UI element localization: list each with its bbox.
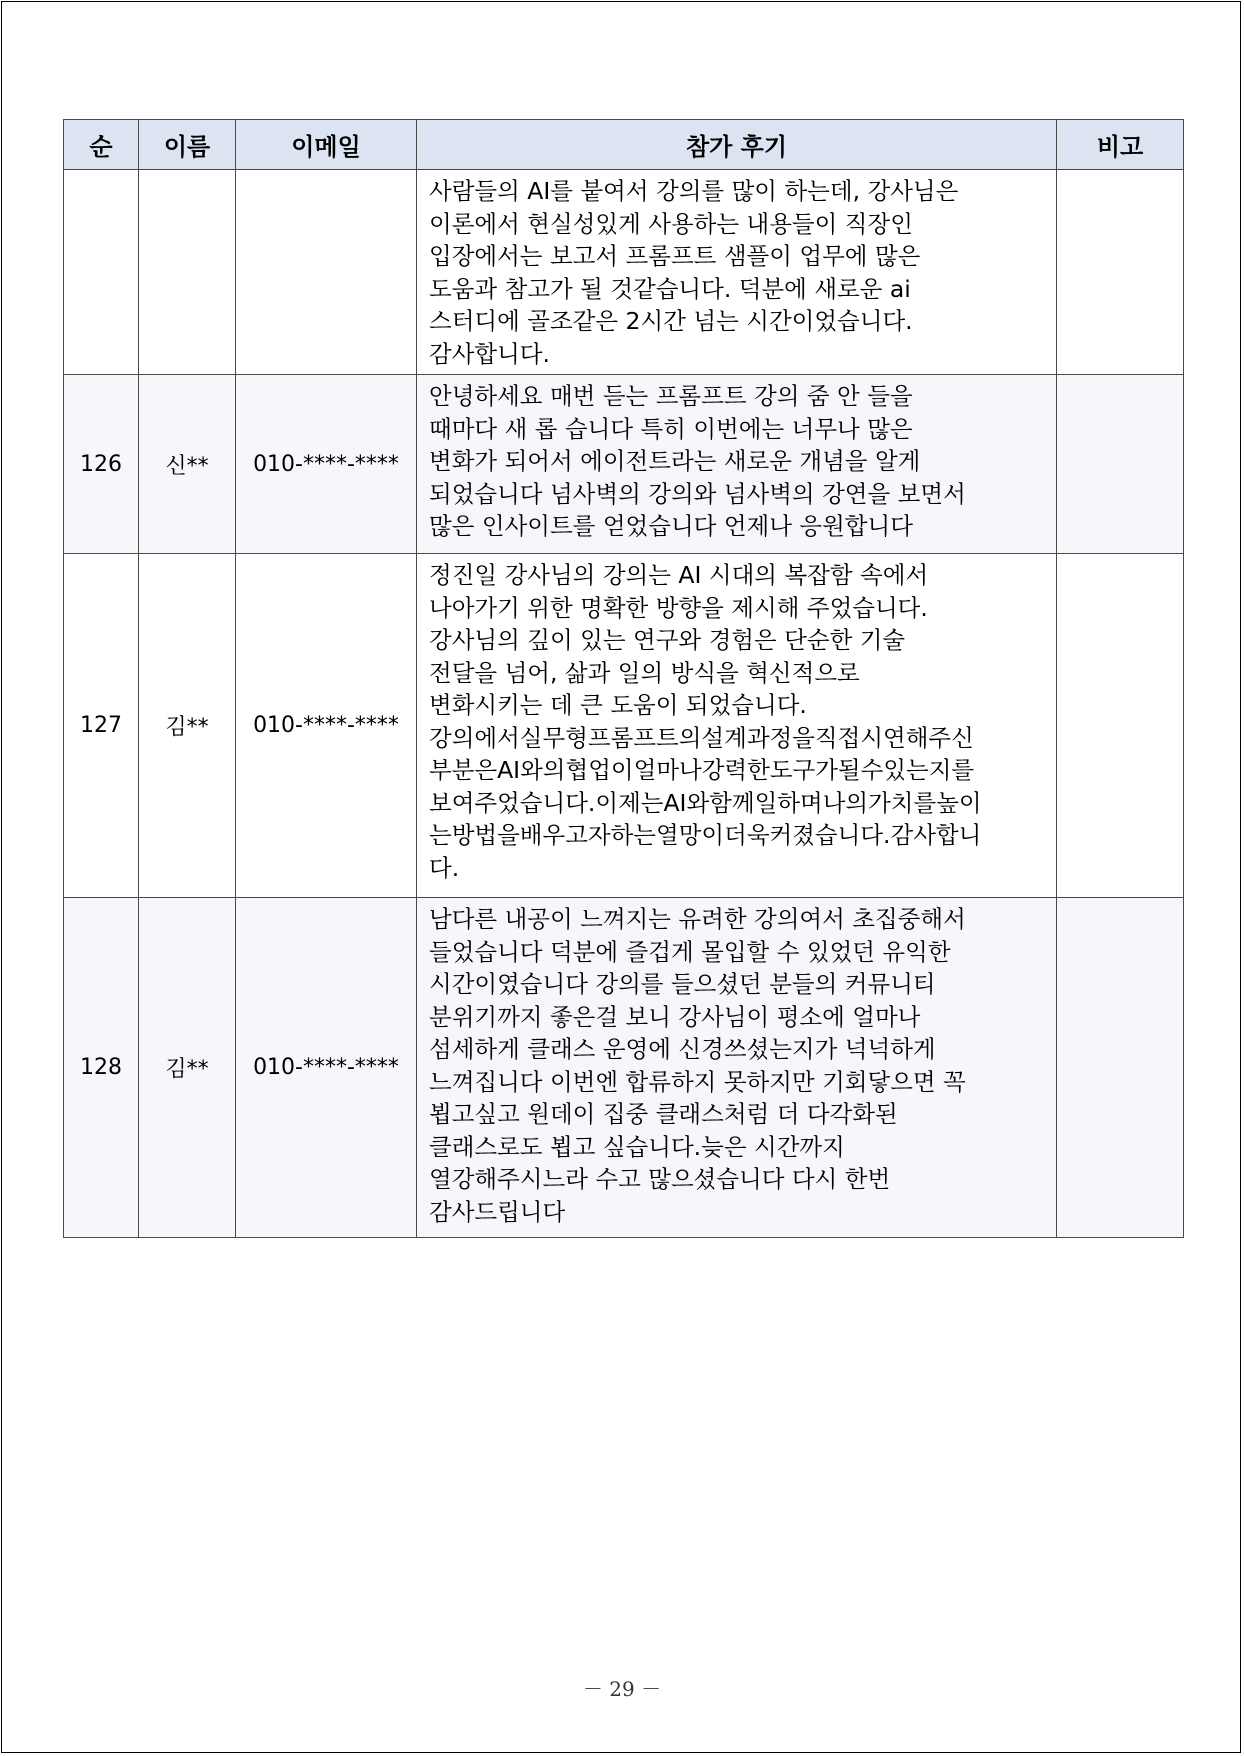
review-line: 감사드립니다 [429,1197,566,1226]
review-line: 감사합니다. [429,339,550,368]
review-line: 시간이였습니다 강의를 들으셨던 분들의 커뮤니티 [429,970,936,998]
cell-review [417,898,1057,1238]
cell-note [1057,554,1184,898]
review-line: 들었습니다 덕분에 즐겁게 몰입할 수 있었던 유익한 [429,937,951,966]
table-row [64,170,1184,375]
table-row [64,375,1184,554]
cell-note [1057,375,1184,554]
review-table [63,119,1184,1238]
review-line: 변화시키는 데 큰 도움이 되었습니다. [429,691,807,719]
header-email: 이메일 [236,120,417,170]
review-line: 남다른 내공이 느껴지는 유려한 강의여서 초집중해서 [429,905,966,933]
review-line: 사람들의 AI를 붙여서 강의를 많이 하는데, 강사님은 [429,177,959,205]
cell-number: 126 [64,375,139,554]
review-line: 정진일 강사님의 강의는 AI 시대의 복잡함 속에서 [429,561,929,589]
table-row [64,554,1184,898]
header-note: 비고 [1057,120,1184,170]
cell-email: 010-****-**** [236,375,417,554]
cell-name [139,170,236,375]
review-line: 입장에서는 보고서 프롬프트 샘플이 업무에 많은 [429,242,921,270]
review-line: 많은 인사이트를 얻었습니다 언제나 응원합니다 [429,512,913,540]
review-line: 느껴집니다 이번엔 합류하지 못하지만 기회닿으면 꼭 [429,1067,966,1096]
review-line: 부분은AI와의협업이얼마나강력한도구가될수있는지를 [429,756,975,784]
cell-review [417,170,1057,375]
cell-note [1057,898,1184,1238]
cell-number [64,170,139,375]
review-line: 되었습니다 넘사벽의 강의와 넘사벽의 강연을 보면서 [429,479,966,508]
review-line: 강의에서실무형프롬프트의설계과정을직접시연해주신 [429,723,974,752]
cell-name: 김** [139,554,236,898]
review-line: 섬세하게 클래스 운영에 신경쓰셨는지가 넉넉하게 [429,1035,936,1063]
review-line: 이론에서 현실성있게 사용하는 내용들이 직장인 [429,209,913,238]
cell-email [236,170,417,375]
review-line: 뵙고싶고 원데이 집중 클래스처럼 더 다각화된 [429,1100,898,1128]
review-line: 클래스로도 뵙고 싶습니다.늦은 시간까지 [429,1132,845,1161]
cell-number: 127 [64,554,139,898]
table-row [64,898,1184,1238]
header-number: 순 [64,120,139,170]
cell-note [1057,170,1184,375]
cell-number: 128 [64,898,139,1238]
review-line: 때마다 새 롭 습니다 특히 이번에는 너무나 많은 [429,414,913,443]
review-line: 스터디에 골조같은 2시간 넘는 시간이었습니다. [429,307,913,335]
review-line: 나아가기 위한 명확한 방향을 제시해 주었습니다. [429,593,928,622]
review-line: 도움과 참고가 될 것같습니다. 덕분에 새로운 ai [429,274,911,303]
cell-name: 김** [139,898,236,1238]
review-line: 열강해주시느라 수고 많으셨습니다 다시 한번 [429,1165,891,1193]
review-line: 보여주었습니다.이제는AI와함께일하며나의가치를높이 [429,788,982,817]
header-name: 이름 [139,120,236,170]
cell-review [417,375,1057,554]
cell-email: 010-****-**** [236,554,417,898]
header-review: 참가 후기 [417,120,1057,170]
review-line: 다. [429,853,460,882]
review-line: 전달을 넘어, 삶과 일의 방식을 혁신적으로 [429,658,860,687]
page-number: － 29 － [582,1677,662,1701]
cell-name: 신** [139,375,236,554]
cell-email: 010-****-**** [236,898,417,1238]
cell-review [417,554,1057,898]
table-header-row [64,120,1184,170]
review-line: 분위기까지 좋은걸 보니 강사님이 평소에 얼마나 [429,1002,921,1031]
review-line: 안녕하세요 매번 듣는 프롬프트 강의 줌 안 들을 [429,382,913,410]
review-line: 강사님의 깊이 있는 연구와 경험은 단순한 기술 [429,626,906,654]
review-line: 변화가 되어서 에이전트라는 새로운 개념을 알게 [429,447,921,475]
review-line: 는방법을배우고자하는열망이더욱커졌습니다.감사합니 [429,821,982,849]
